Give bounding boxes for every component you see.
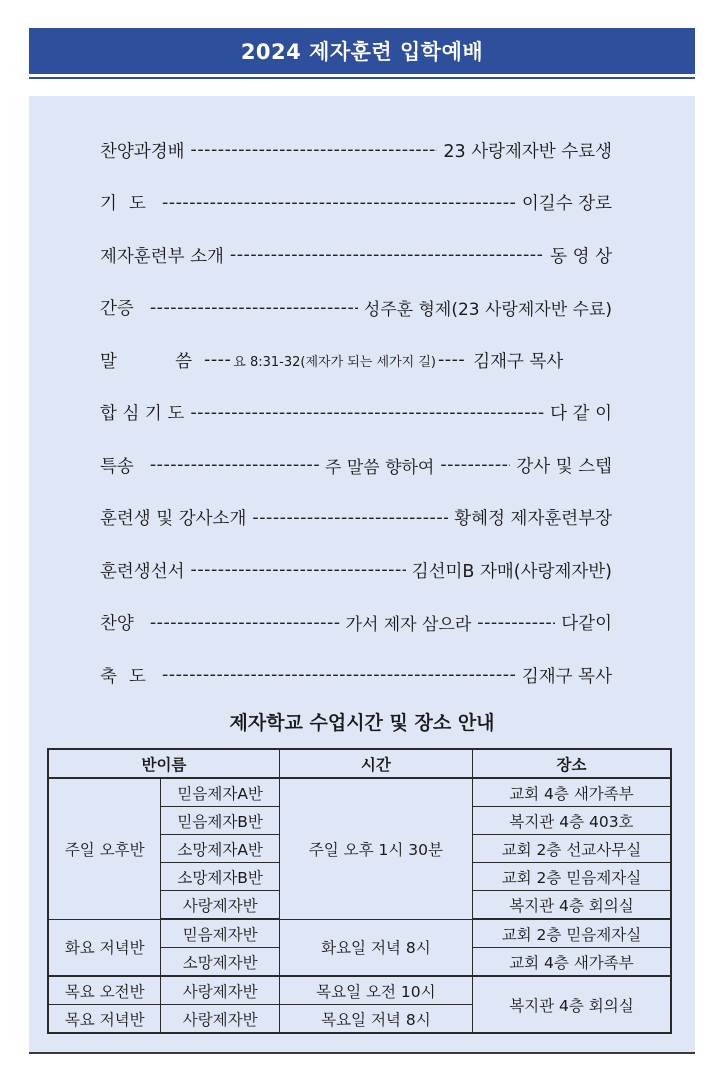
header-time: 시간 [279,749,472,778]
group-cell: 목요 오전반 [48,976,161,1005]
table-row [48,919,671,948]
table-row [48,976,671,1005]
place-cell: 교회 2층 믿음제자실 [472,919,671,948]
order-item: 찬 양 ----- 가서 제자 삼으라 ----- 다같이 [100,597,612,650]
group-cell: 화요 저녁반 [48,919,161,976]
place-cell: 교회 4층 새가족부 [472,778,671,807]
time-cell: 목요일 오전 10시 [279,976,472,1005]
class-cell: 믿음제자반 [161,919,279,948]
place-cell: 교회 2층 선교사무실 [472,835,671,863]
class-cell: 소망제자반 [161,948,279,977]
order-item: 말 씀 ---- 요 8:31-32(제자가 되는 세가지 길) ---- 김재구 목사 [100,350,564,372]
time-cell: 주일 오후 1시 30분 [279,778,472,919]
order-item: 제자훈련부 소개 ----- 동 영 상 [100,229,612,282]
table-row [48,778,671,807]
order-item: 간 증 ----- 성주훈 형제(23 사랑제자반 수료) [100,282,612,335]
header-class: 반이름 [48,749,279,778]
group-cell: 목요 저녁반 [48,1005,161,1034]
class-cell: 사랑제자반 [161,1005,279,1034]
order-item: 찬양과경배 ----- 23 사랑제자반 수료생 [100,124,612,177]
class-cell: 소망제자B반 [161,863,279,891]
order-item: 기 도 ----- 이길수 장로 [100,177,612,230]
group-cell: 주일 오후반 [48,778,161,919]
schedule-title: 제자학교 수업시간 및 장소 안내 [229,712,495,734]
class-cell: 믿음제자B반 [161,807,279,835]
place-cell: 복지관 4층 회의실 [472,976,671,1033]
place-cell: 복지관 4층 403호 [472,807,671,835]
table-header-row [48,749,671,778]
class-cell: 믿음제자A반 [161,778,279,807]
page-title: 2024 제자훈련 입학예배 [29,28,695,74]
place-cell: 복지관 4층 회의실 [472,891,671,920]
place-cell: 교회 4층 새가족부 [472,948,671,977]
order-item: 합 심 기 도 ----- 다 같 이 [100,387,612,440]
class-cell: 사랑제자반 [161,976,279,1005]
time-cell: 화요일 저녁 8시 [279,919,472,976]
order-item: 훈련생 및 강사소개 ----- 황혜정 제자훈련부장 [100,492,612,545]
order-item: 축 도 ----- 김재구 목사 [100,649,612,702]
order-item: 훈련생선서 ----- 김선미B 자매(사랑제자반) [100,544,612,597]
title-underline [29,77,695,79]
class-cell: 사랑제자반 [161,891,279,920]
worship-order [100,124,612,702]
panel-bottom-line [29,1052,695,1054]
header-place: 장소 [472,749,671,778]
time-cell: 목요일 저녁 8시 [279,1005,472,1034]
place-cell: 교회 2층 믿음제자실 [472,863,671,891]
order-item: 특 송 ----- 주 말씀 향하여 ----- 강사 및 스텝 [100,439,612,492]
schedule-table [47,748,672,1034]
class-cell: 소망제자A반 [161,835,279,863]
